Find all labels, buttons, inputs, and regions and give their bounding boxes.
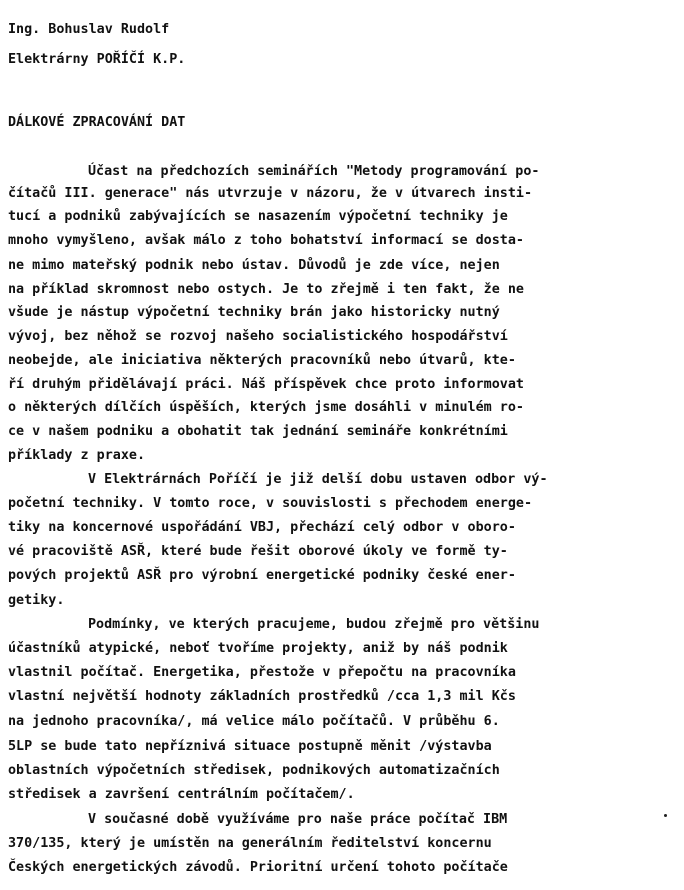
paragraph-line: Účast na předchozích seminářích "Metody programování po- bbox=[88, 164, 540, 179]
paragraph-line: o některých dílčích úspěších, kterých jsme dosáhli v minulém ro- bbox=[8, 400, 524, 415]
paragraph-line: vývoj, bez něhož se rozvoj našeho socialistického hospodářství bbox=[8, 329, 508, 344]
paragraph-line: vé pracoviště ASŘ, které bude řešit oborové úkoly ve formě ty- bbox=[8, 544, 508, 559]
paragraph-line: getiky. bbox=[8, 593, 65, 608]
paragraph-line: tucí a podniků zabývajících se nasazením výpočetní techniky je bbox=[8, 209, 508, 224]
company-name: Elektrárny POŘÍČÍ K.P. bbox=[8, 52, 186, 67]
paragraph-line: čítačů III. generace" nás utvrzuje v názoru, že v útvarech insti- bbox=[8, 186, 533, 201]
document-title: DÁLKOVÉ ZPRACOVÁNÍ DAT bbox=[8, 115, 186, 130]
paragraph-line: vlastní největší hodnoty základních prostředků /cca 1,3 mil Kčs bbox=[8, 689, 516, 704]
paragraph-line: V Elektrárnách Poříčí je již delší dobu ustaven odbor vý- bbox=[88, 472, 548, 487]
paragraph-line: mnoho vymyšleno, avšak málo z toho bohatství informací se dosta- bbox=[8, 233, 524, 248]
paragraph-line: ne mimo mateřský podnik nebo ústav. Důvodů je zde více, nejen bbox=[8, 258, 500, 273]
paragraph-line: 370/135, který je umístěn na generálním ředitelství koncernu bbox=[8, 836, 492, 851]
paragraph-line: příklady z praxe. bbox=[8, 448, 146, 463]
paragraph-line: oblastních výpočetních středisek, podnikových automatizačních bbox=[8, 763, 500, 778]
paragraph-line: tiky na koncernové uspořádání VBJ, přechází celý odbor v oboro- bbox=[8, 520, 516, 535]
paragraph-line: pových projektů ASŘ pro výrobní energetické podniky české ener- bbox=[8, 568, 516, 583]
paragraph-line: neobejde, ale iniciativa některých pracovníků nebo útvarů, kte- bbox=[8, 353, 516, 368]
paragraph-line: Podmínky, ve kterých pracujeme, budou zřejmě pro většinu bbox=[88, 617, 540, 632]
paragraph-line: středisek a završení centrálním počítačem/. bbox=[8, 787, 355, 802]
paragraph-line: Českých energetických závodů. Prioritní určení tohoto počítače bbox=[8, 860, 508, 875]
paragraph-line: početní techniky. V tomto roce, v souvislosti s přechodem energe- bbox=[8, 496, 533, 511]
paragraph-line: na příklad skromnost nebo ostych. Je to zřejmě i ten fakt, že ne bbox=[8, 282, 524, 297]
paragraph-line: na jednoho pracovníka/, má velice málo počítačů. V průběhu 6. bbox=[8, 714, 500, 729]
paragraph-line: vlastnil počítač. Energetika, přestože v přepočtu na pracovníka bbox=[8, 665, 516, 680]
author-name: Ing. Bohuslav Rudolf bbox=[8, 22, 170, 37]
paragraph-line: účastníků atypické, neboť tvoříme projekty, aniž by náš podnik bbox=[8, 641, 508, 656]
paragraph-line: ce v našem podniku a obohatit tak jednání semináře konkrétními bbox=[8, 424, 508, 439]
paragraph-line: 5LP se bude tato nepříznivá situace postupně měnit /výstavba bbox=[8, 739, 492, 754]
paragraph-line: ří druhým přidělávají práci. Náš příspěvek chce proto informovat bbox=[8, 377, 524, 392]
paragraph-line: všude je nástup výpočetní techniky brán jako historicky nutný bbox=[8, 305, 500, 320]
ink-speck bbox=[664, 814, 667, 817]
paragraph-line: V současné době využíváme pro naše práce počítač IBM bbox=[88, 812, 508, 827]
